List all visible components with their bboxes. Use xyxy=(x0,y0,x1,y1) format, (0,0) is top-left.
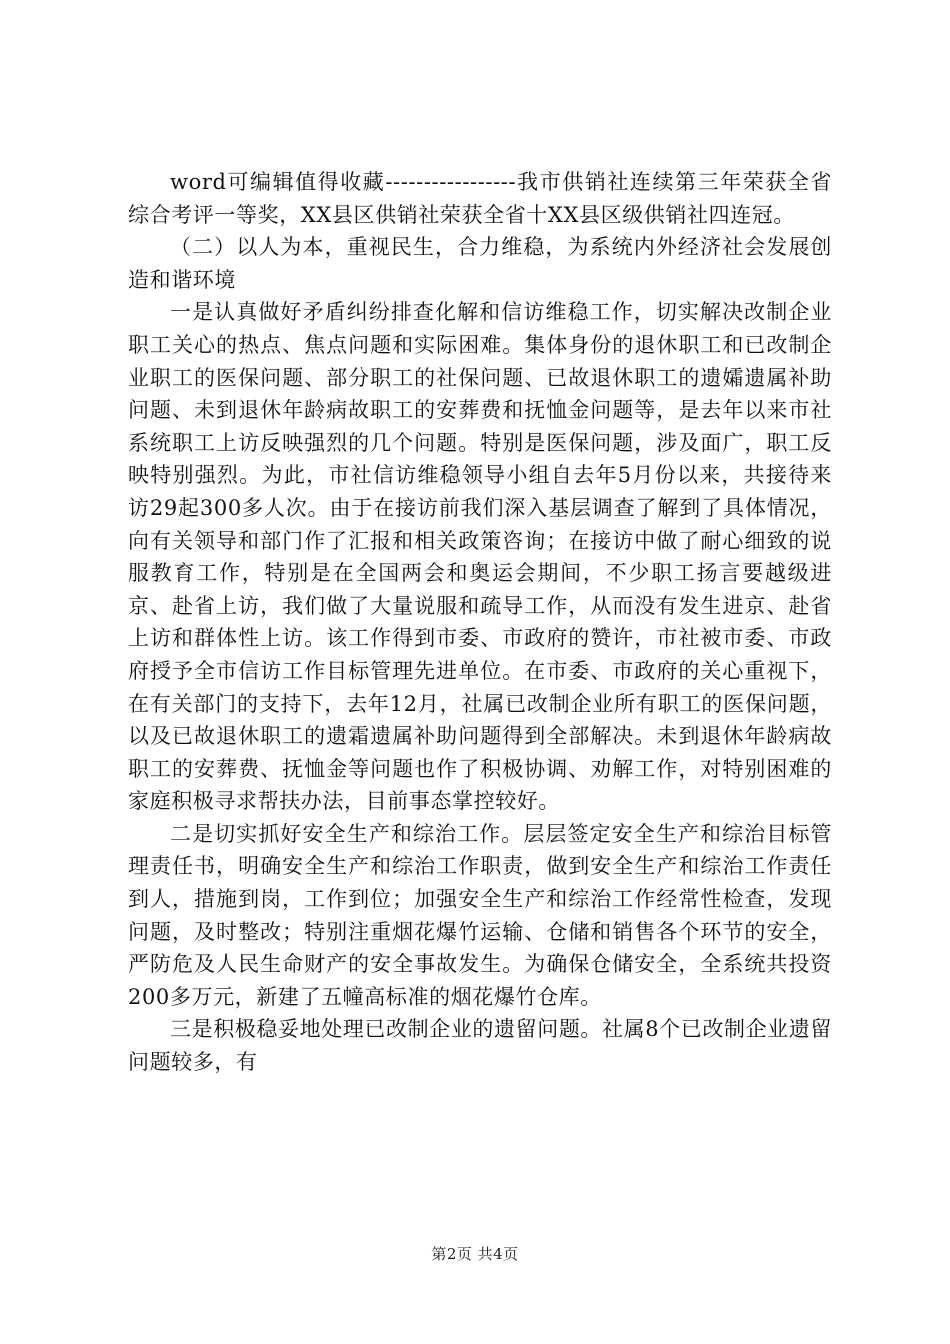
paragraph-legacy-issues: 三是积极稳妥地处理已改制企业的遗留问题。社属8个已改制企业遗留问题较多，有 xyxy=(128,1017,832,1075)
document-body xyxy=(128,166,832,1079)
page-number-footer: 第2页 共4页 xyxy=(431,1245,519,1263)
paragraph-award-summary: word可编辑值得收藏-----------------我市供销社连续第三年荣获全省综合考评一等奖，XX县区供销社荣获全省十XX县区级供销社四连冠。 xyxy=(128,170,832,227)
section-heading-people-oriented: （二）以人为本，重视民生，合力维稳，为系统内外经济社会发展创造和谐环境 xyxy=(128,235,832,292)
paragraph-safety-production: 二是切实抓好安全生产和综治工作。层层签定安全生产和综治目标管理责任书，明确安全生产和综治工作职责，做到安全生产和综治工作责任到人，措施到岗，工作到位；加强安全生产和综治工作经常性检查，发现问题，及时整改；特别注重烟花爆竹运输、仓储和销售各个环节的安全，严防危及人民生命财产的安全事故发生。为确保仓储安全，全系统共投资200多万元，新建了五幢高标准的烟花爆竹仓库。 xyxy=(128,821,832,1009)
paragraph-petition-stability: 一是认真做好矛盾纠纷排查化解和信访维稳工作，切实解决改制企业职工关心的热点、焦点问题和实际困难。集体身份的退休职工和已改制企业职工的医保问题、部分职工的社保问题、已故退休职工的遗孀遗属补助问题、未到退休年龄病故职工的安葬费和抚恤金问题等，是去年以来市社系统职工上访反映强烈的几个问题。特别是医保问题，涉及面广，职工反映特别强烈。为此，市社信访维稳领导小组自去年5月份以来，共接待来访29起300多人次。由于在接访前我们深入基层调查了解到了具体情况，向有关领导和部门作了汇报和相关政策咨询；在接访中做了耐心细致的说服教育工作，特别是在全国两会和奥运会期间，不少职工扬言要越级进京、赴省上访，我们做了大量说服和疏导工作，从而没有发生进京、赴省上访和群体性上访。该工作得到市委、市政府的赞许，市社被市委、市政府授予全市信访工作目标管理先进单位。在市委、市政府的关心重视下，在有关部门的支持下，去年12月，社属已改制企业所有职工的医保问题，以及已故退休职工的遗霜遗属补助问题得到全部解决。未到退休年龄病故职工的安葬费、抚恤金等问题也作了积极协调、劝解工作，对特别困难的家庭积极寻求帮扶办法，目前事态掌控较好。 xyxy=(128,300,832,814)
